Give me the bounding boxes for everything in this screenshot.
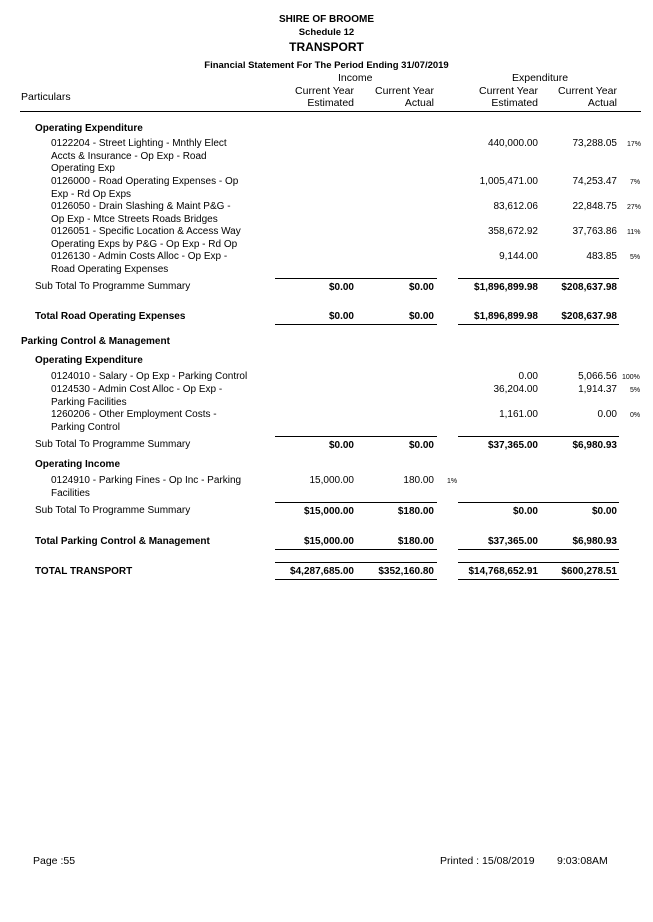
subtotal-label: Sub Total To Programme Summary <box>35 505 191 516</box>
expenditure-actual-subtotal: $208,637.98 <box>561 282 617 293</box>
section-heading: Operating Income <box>35 459 121 470</box>
percentage-value: 1% <box>447 478 458 485</box>
expenditure-actual-total: $6,980.93 <box>572 536 617 547</box>
income-actual-subtotal: $0.00 <box>408 440 434 451</box>
line-item-description: 0126000 - Road Operating Expenses - Op Exp - Rd Op Exps <box>51 176 239 200</box>
income-actual-value: 180.00 <box>403 475 434 486</box>
expenditure-actual-total: $208,637.98 <box>561 311 617 322</box>
income-actual-grand-total: $352,160.80 <box>378 566 434 577</box>
page-number: Page :55 <box>33 855 76 867</box>
income-estimated-subtotal: $0.00 <box>328 282 354 293</box>
printed-time: 9:03:08AM <box>557 855 608 867</box>
income-estimated-total: $0.00 <box>328 311 354 322</box>
expenditure-estimated-value: 1,005,471.00 <box>479 176 538 187</box>
line-item-description: 0124010 - Salary - Op Exp - Parking Control <box>51 371 248 382</box>
income-group-header: Income <box>338 72 373 84</box>
printed-date: Printed : 15/08/2019 <box>440 855 535 867</box>
line-item-description: 1260206 - Other Employment Costs - Parking Control <box>51 409 217 433</box>
income-estimated-subtotal: $0.00 <box>328 440 354 451</box>
income-actual-total: $0.00 <box>408 311 434 322</box>
income-subtotal-rule <box>275 278 437 279</box>
expenditure-actual-value: 483.85 <box>586 251 617 262</box>
section-heading: Operating Expenditure <box>35 123 143 134</box>
expenditure-total-rule <box>458 324 619 325</box>
percentage-value: 7% <box>630 179 641 186</box>
expenditure-estimated-subtotal: $0.00 <box>512 506 538 517</box>
expenditure-subtotal-rule <box>458 278 619 279</box>
total-label: Total Road Operating Expenses <box>35 311 186 322</box>
expenditure-actual-header-line1: Current Year <box>558 85 617 97</box>
expenditure-subtotal-rule <box>458 502 619 503</box>
expenditure-estimated-header-line2: Estimated <box>491 97 538 109</box>
expenditure-estimated-subtotal: $37,365.00 <box>487 440 538 451</box>
organisation-name: SHIRE OF BROOME <box>278 14 374 25</box>
percentage-value: 5% <box>630 387 641 394</box>
line-item-description: 0124910 - Parking Fines - Op Inc - Parking Facilities <box>51 475 242 499</box>
income-grand-total-rule-top <box>275 562 437 563</box>
income-estimated-header-line2: Estimated <box>307 97 354 109</box>
income-actual-total: $180.00 <box>397 536 434 547</box>
percentage-value: 11% <box>627 229 641 236</box>
program-heading: Parking Control & Management <box>21 336 170 347</box>
schedule-number: Schedule 12 <box>298 27 355 38</box>
income-subtotal-rule <box>275 436 437 437</box>
expenditure-actual-value: 37,763.86 <box>572 226 617 237</box>
percentage-value: 5% <box>630 254 641 261</box>
subtotal-label: Sub Total To Programme Summary <box>35 439 191 450</box>
income-actual-header-line2: Actual <box>404 97 434 109</box>
line-item-description: 0122204 - Street Lighting - Mnthly Elect Accts & Insurance - Op Exp - Road Operating Exp <box>51 138 227 174</box>
income-actual-subtotal: $0.00 <box>408 282 434 293</box>
expenditure-estimated-header-line1: Current Year <box>479 85 538 97</box>
percentage-value: 100% <box>622 374 640 381</box>
income-subtotal-rule <box>275 502 437 503</box>
expenditure-actual-value: 5,066.56 <box>578 371 617 382</box>
income-actual-subtotal: $180.00 <box>397 506 434 517</box>
particulars-header: Particulars <box>21 91 71 103</box>
header-divider <box>20 111 641 112</box>
income-estimated-grand-total: $4,287,685.00 <box>290 566 354 577</box>
page-title: TRANSPORT <box>289 40 364 54</box>
expenditure-actual-value: 74,253.47 <box>572 176 617 187</box>
expenditure-grand-total-rule-top <box>458 562 619 563</box>
income-estimated-value: 15,000.00 <box>309 475 354 486</box>
line-item-description: 0126130 - Admin Costs Alloc - Op Exp - Road Operating Expenses <box>51 251 228 275</box>
percentage-value: 0% <box>630 412 641 419</box>
expenditure-estimated-value: 440,000.00 <box>487 138 538 149</box>
expenditure-grand-total-rule-bottom <box>458 579 619 580</box>
income-total-rule <box>275 324 437 325</box>
expenditure-group-header: Expenditure <box>512 72 569 84</box>
grand-total-label: TOTAL TRANSPORT <box>35 566 133 577</box>
expenditure-estimated-value: 358,672.92 <box>487 226 538 237</box>
income-estimated-total: $15,000.00 <box>303 536 354 547</box>
expenditure-actual-subtotal: $6,980.93 <box>572 440 617 451</box>
statement-subtitle: Financial Statement For The Period Ending 31/07/2019 <box>204 60 449 71</box>
subtotal-label: Sub Total To Programme Summary <box>35 281 191 292</box>
expenditure-actual-value: 1,914.37 <box>578 384 617 395</box>
expenditure-estimated-value: 9,144.00 <box>499 251 538 262</box>
expenditure-estimated-value: 83,612.06 <box>493 201 538 212</box>
percentage-value: 27% <box>627 204 642 211</box>
line-item-description: 0126051 - Specific Location & Access Way Operating Exps by P&G - Op Exp - Rd Op <box>51 226 241 250</box>
expenditure-estimated-value: 1,161.00 <box>499 409 538 420</box>
expenditure-subtotal-rule <box>458 436 619 437</box>
expenditure-total-rule <box>458 549 619 550</box>
income-actual-header-line1: Current Year <box>375 85 434 97</box>
expenditure-estimated-total: $1,896,899.98 <box>474 311 538 322</box>
section-heading: Operating Expenditure <box>35 355 143 366</box>
line-item-description: 0126050 - Drain Slashing & Maint P&G - Op Exp - Mtce Streets Roads Bridges <box>51 201 231 225</box>
income-total-rule <box>275 549 437 550</box>
expenditure-estimated-grand-total: $14,768,652.91 <box>468 566 538 577</box>
expenditure-estimated-subtotal: $1,896,899.98 <box>474 282 538 293</box>
expenditure-estimated-total: $37,365.00 <box>487 536 538 547</box>
expenditure-actual-value: 73,288.05 <box>572 138 617 149</box>
expenditure-estimated-value: 36,204.00 <box>493 384 538 395</box>
expenditure-actual-subtotal: $0.00 <box>591 506 617 517</box>
percentage-value: 17% <box>627 141 642 148</box>
expenditure-actual-value: 22,848.75 <box>572 201 617 212</box>
income-estimated-header-line1: Current Year <box>295 85 354 97</box>
income-estimated-subtotal: $15,000.00 <box>303 506 354 517</box>
expenditure-actual-grand-total: $600,278.51 <box>561 566 617 577</box>
expenditure-estimated-value: 0.00 <box>518 371 538 382</box>
expenditure-actual-value: 0.00 <box>597 409 617 420</box>
total-label: Total Parking Control & Management <box>35 536 210 547</box>
income-grand-total-rule-bottom <box>275 579 437 580</box>
expenditure-actual-header-line2: Actual <box>587 97 617 109</box>
line-item-description: 0124530 - Admin Cost Alloc - Op Exp - Parking Facilities <box>51 384 223 408</box>
